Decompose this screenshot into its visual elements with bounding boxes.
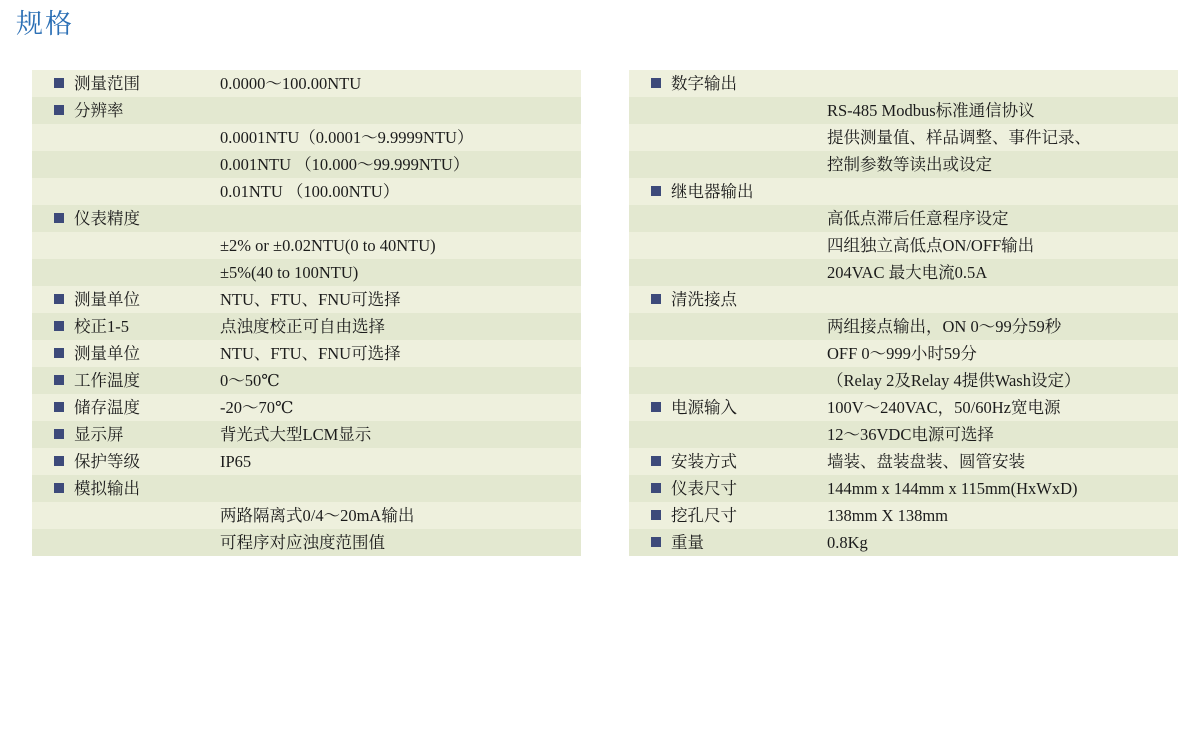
spec-label-cell [32, 475, 212, 502]
spec-label-text: 数字输出 [671, 74, 737, 93]
square-bullet-icon [54, 78, 64, 88]
spec-row [629, 259, 1178, 286]
square-bullet-icon [651, 78, 661, 88]
spec-label-cell [32, 259, 212, 286]
spec-value-cell: 两路隔离式0/4～20mA输出 [212, 502, 581, 529]
spec-label-cell [32, 502, 212, 529]
square-bullet-icon [54, 348, 64, 358]
spec-row [32, 340, 581, 367]
spec-label-text: 测量单位 [74, 290, 140, 309]
spec-row [32, 178, 581, 205]
spec-label-text: 电源输入 [671, 398, 737, 417]
spec-row [629, 502, 1178, 529]
spec-label-cell [32, 151, 212, 178]
spec-value-cell: 0～50℃ [212, 367, 581, 394]
spec-label-text: 清洗接点 [671, 290, 737, 309]
spec-label-cell [629, 340, 819, 367]
spec-row [32, 421, 581, 448]
spec-label-cell [629, 151, 819, 178]
spec-label-cell [32, 97, 212, 124]
spec-label-text: 模拟输出 [74, 479, 140, 498]
spec-row [32, 286, 581, 313]
spec-label-cell [32, 70, 212, 97]
spec-row [629, 124, 1178, 151]
spec-label-cell [32, 529, 212, 556]
spec-row [32, 151, 581, 178]
square-bullet-icon [54, 213, 64, 223]
square-bullet-icon [54, 456, 64, 466]
spec-label-cell [629, 529, 819, 556]
spec-label-cell [629, 475, 819, 502]
spec-value-cell: 可程序对应浊度范围值 [212, 529, 581, 556]
spec-value-cell: 204VAC 最大电流0.5A [819, 259, 1178, 286]
spec-label-cell [32, 448, 212, 475]
spec-value-cell [212, 205, 581, 232]
spec-value-cell: 四组独立高低点ON/OFF输出 [819, 232, 1178, 259]
spec-label-text: 仪表精度 [74, 209, 140, 228]
spec-value-cell: -20～70℃ [212, 394, 581, 421]
square-bullet-icon [54, 402, 64, 412]
spec-label-cell [629, 178, 819, 205]
spec-row [629, 367, 1178, 394]
spec-value-cell: 138mm X 138mm [819, 502, 1178, 529]
spec-value-cell: 100V～240VAC，50/60Hz宽电源 [819, 394, 1178, 421]
spec-value-cell: 墙装、盘装盘装、圆管安装 [819, 448, 1178, 475]
spec-label-text: 储存温度 [74, 398, 140, 417]
square-bullet-icon [651, 510, 661, 520]
spec-label-text: 分辨率 [74, 101, 124, 120]
square-bullet-icon [651, 456, 661, 466]
spec-label-text: 显示屏 [74, 425, 124, 444]
spec-row [32, 394, 581, 421]
spec-row [629, 178, 1178, 205]
spec-label-text: 工作温度 [74, 371, 140, 390]
spec-value-cell: 控制参数等读出或设定 [819, 151, 1178, 178]
spec-value-cell [212, 475, 581, 502]
spec-column-left [32, 70, 581, 556]
spec-label-cell [32, 286, 212, 313]
spec-label-text: 重量 [671, 533, 704, 552]
spec-label-cell [629, 232, 819, 259]
spec-column-right [629, 70, 1178, 556]
spec-label-text: 测量单位 [74, 344, 140, 363]
square-bullet-icon [651, 186, 661, 196]
spec-row [32, 205, 581, 232]
square-bullet-icon [54, 294, 64, 304]
spec-label-cell [32, 205, 212, 232]
spec-value-cell: （Relay 2及Relay 4提供Wash设定） [819, 367, 1178, 394]
spec-value-cell: 144mm x 144mm x 115mm(HxWxD) [819, 475, 1178, 502]
spec-label-cell [629, 97, 819, 124]
spec-row [32, 475, 581, 502]
spec-value-cell: 0.01NTU （100.00NTU） [212, 178, 581, 205]
spec-label-cell [629, 205, 819, 232]
spec-row [32, 70, 581, 97]
spec-row [32, 529, 581, 556]
spec-row [629, 97, 1178, 124]
square-bullet-icon [54, 483, 64, 493]
spec-row [629, 151, 1178, 178]
spec-label-cell [32, 313, 212, 340]
spec-value-cell: 点浊度校正可自由选择 [212, 313, 581, 340]
spec-value-cell: RS-485 Modbus标准通信协议 [819, 97, 1178, 124]
spec-value-cell: 背光式大型LCM显示 [212, 421, 581, 448]
spec-row [629, 70, 1178, 97]
spec-row [32, 232, 581, 259]
spec-label-cell [32, 421, 212, 448]
square-bullet-icon [54, 375, 64, 385]
spec-value-cell: NTU、FTU、FNU可选择 [212, 340, 581, 367]
spec-label-cell [629, 313, 819, 340]
spec-row [32, 124, 581, 151]
square-bullet-icon [54, 105, 64, 115]
spec-value-cell: 0.0000～100.00NTU [212, 70, 581, 97]
spec-label-cell [629, 259, 819, 286]
spec-value-cell: 0.0001NTU（0.0001～9.9999NTU） [212, 124, 581, 151]
spec-row [629, 340, 1178, 367]
spec-value-cell: NTU、FTU、FNU可选择 [212, 286, 581, 313]
spec-row [629, 421, 1178, 448]
spec-row [629, 313, 1178, 340]
spec-value-cell [819, 286, 1178, 313]
spec-label-text: 安装方式 [671, 452, 737, 471]
spec-label-text: 保护等级 [74, 452, 140, 471]
spec-label-text: 继电器输出 [671, 182, 754, 201]
square-bullet-icon [54, 429, 64, 439]
spec-row [629, 529, 1178, 556]
spec-row [629, 448, 1178, 475]
spec-label-cell [32, 232, 212, 259]
spec-label-text: 仪表尺寸 [671, 479, 737, 498]
spec-columns [0, 70, 1202, 556]
spec-row [32, 502, 581, 529]
spec-label-cell [32, 367, 212, 394]
spec-value-cell: 0.001NTU （10.000～99.999NTU） [212, 151, 581, 178]
spec-label-cell [32, 394, 212, 421]
spec-table-left [32, 70, 581, 556]
spec-table-right [629, 70, 1178, 556]
spec-row [629, 205, 1178, 232]
spec-value-cell: IP65 [212, 448, 581, 475]
spec-row [32, 97, 581, 124]
spec-label-cell [629, 394, 819, 421]
spec-value-cell: 高低点滞后任意程序设定 [819, 205, 1178, 232]
spec-row [629, 475, 1178, 502]
spec-value-cell: OFF 0～999小时59分 [819, 340, 1178, 367]
spec-row [629, 394, 1178, 421]
spec-row [32, 313, 581, 340]
spec-row [32, 259, 581, 286]
spec-label-cell [629, 367, 819, 394]
spec-label-cell [629, 502, 819, 529]
spec-label-text: 测量范围 [74, 74, 140, 93]
square-bullet-icon [651, 537, 661, 547]
spec-label-text: 校正1-5 [74, 317, 129, 336]
spec-value-cell [212, 97, 581, 124]
square-bullet-icon [651, 294, 661, 304]
spec-label-text: 挖孔尺寸 [671, 506, 737, 525]
square-bullet-icon [651, 402, 661, 412]
spec-row [629, 232, 1178, 259]
spec-label-cell [32, 124, 212, 151]
spec-value-cell: ±5%(40 to 100NTU) [212, 259, 581, 286]
spec-label-cell [629, 70, 819, 97]
spec-row [32, 367, 581, 394]
spec-label-cell [629, 286, 819, 313]
spec-value-cell: 提供测量值、样品调整、事件记录、 [819, 124, 1178, 151]
spec-label-cell [629, 421, 819, 448]
spec-value-cell: ±2% or ±0.02NTU(0 to 40NTU) [212, 232, 581, 259]
spec-value-cell: 0.8Kg [819, 529, 1178, 556]
spec-value-cell [819, 70, 1178, 97]
spec-value-cell: 12～36VDC电源可选择 [819, 421, 1178, 448]
spec-label-cell [629, 448, 819, 475]
spec-value-cell [819, 178, 1178, 205]
spec-row [629, 286, 1178, 313]
spec-row [32, 448, 581, 475]
spec-label-cell [32, 340, 212, 367]
page-title: 规格 [16, 9, 74, 39]
spec-value-cell: 两组接点输出，ON 0～99分59秒 [819, 313, 1178, 340]
square-bullet-icon [54, 321, 64, 331]
square-bullet-icon [651, 483, 661, 493]
spec-label-cell [32, 178, 212, 205]
spec-label-cell [629, 124, 819, 151]
